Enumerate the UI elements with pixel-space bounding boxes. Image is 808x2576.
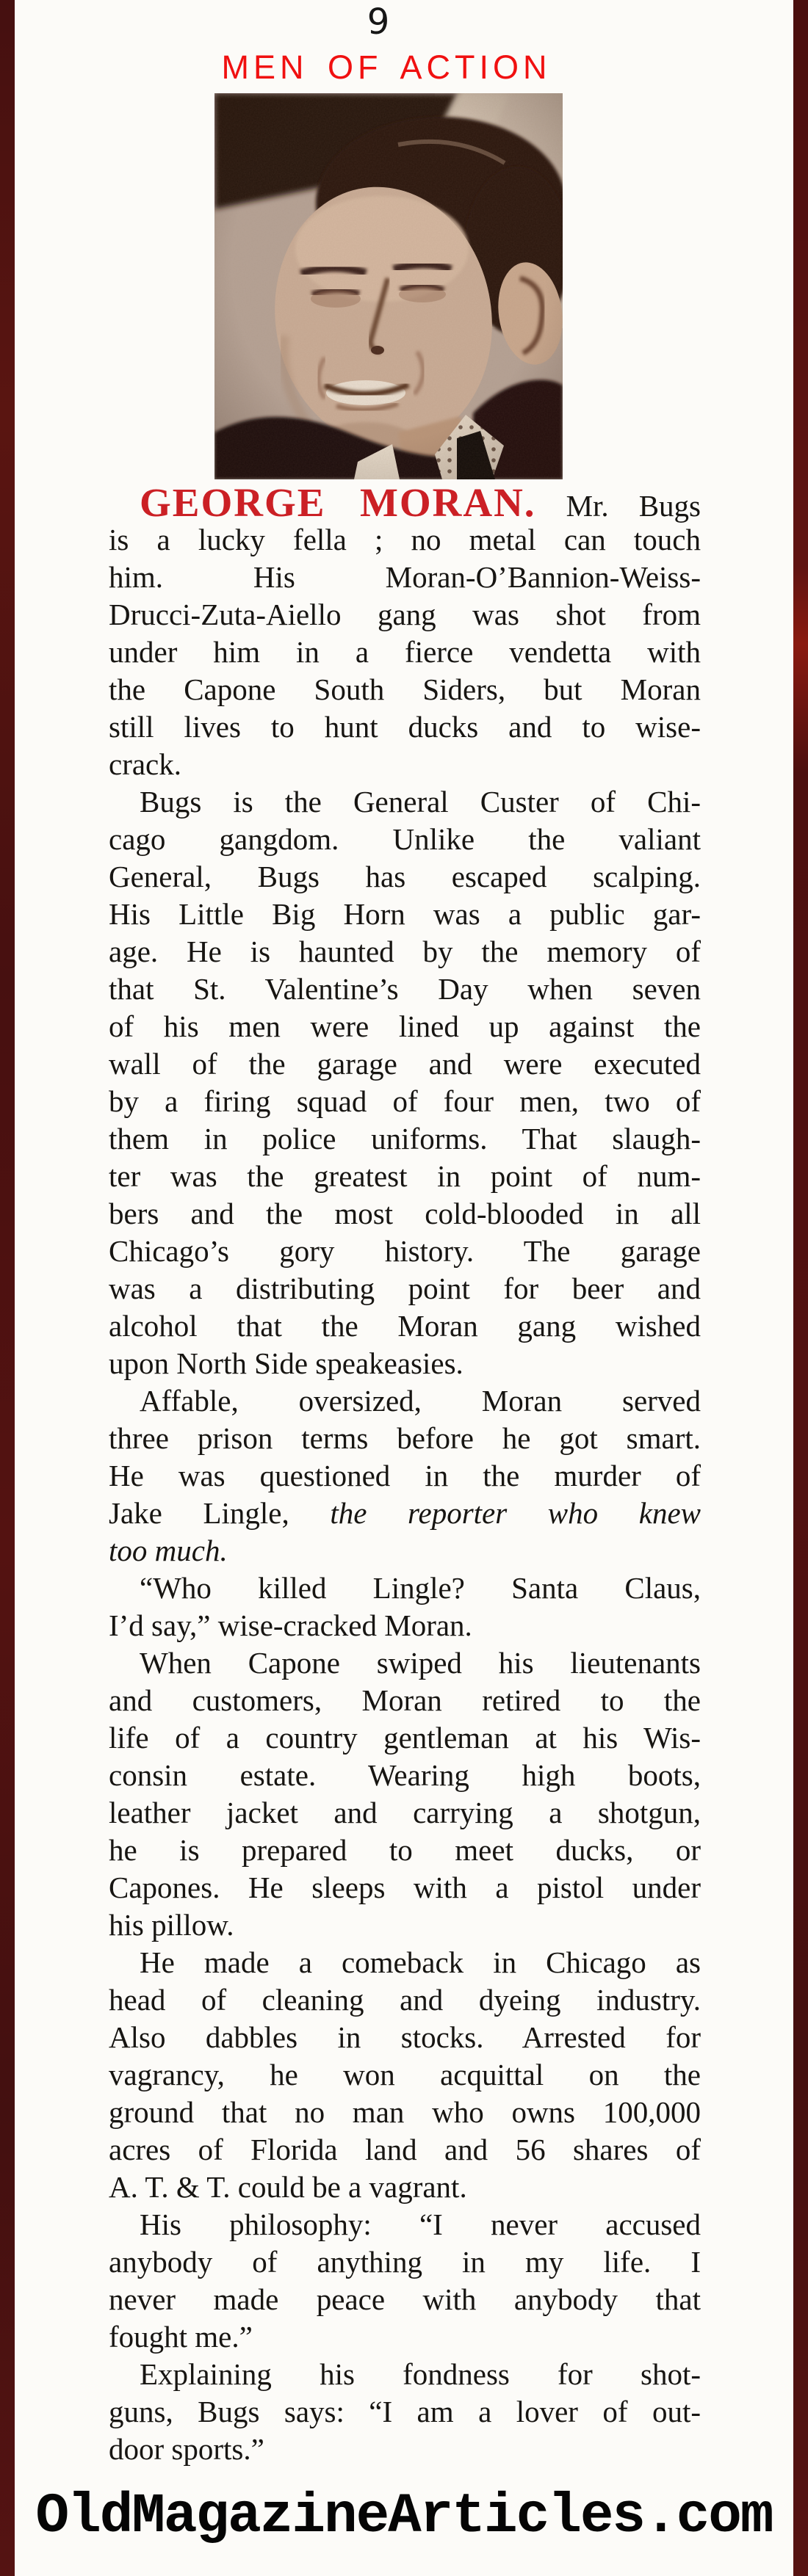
text-line xyxy=(109,480,701,525)
segment-text: cago gangdom. Unlike the valiant xyxy=(109,822,701,856)
text-line xyxy=(109,1345,701,1382)
segment-text: he is prepared to meet ducks, or xyxy=(109,1833,701,1867)
segment-text: consin estate. Wearing high boots, xyxy=(109,1758,701,1792)
segment-text: crack. xyxy=(109,747,181,781)
text-line xyxy=(109,1233,701,1270)
segment-text: was a distributing point for beer and xyxy=(109,1271,701,1305)
segment-text: wall of the garage and were executed xyxy=(109,1047,701,1081)
page-edge-right xyxy=(793,0,808,2576)
segment-text: Drucci-Zuta-Aiello gang was shot from xyxy=(109,598,701,631)
text-line xyxy=(109,1120,701,1158)
segment-text: that St. Valentine’s Day when seven xyxy=(109,972,701,1006)
text-line xyxy=(109,821,701,858)
text-line xyxy=(109,2393,701,2431)
text-line xyxy=(109,1495,701,1532)
segment-text: is a lucky fella ; no metal can touch xyxy=(109,523,701,556)
segment-text: A. T. & T. could be a vagrant. xyxy=(109,2170,467,2204)
text-line xyxy=(109,746,701,783)
segment-text: them in police uniforms. That slaugh- xyxy=(109,1122,701,1155)
text-line xyxy=(109,1682,701,1719)
segment-text: Also dabbles in stocks. Arrested for xyxy=(109,2020,701,2054)
segment-text: His philosophy: “I never accused xyxy=(140,2207,701,2241)
segment-text: When Capone swiped his lieutenants xyxy=(140,1646,701,1680)
text-line xyxy=(109,1869,701,1906)
segment-text: his pillow. xyxy=(109,1908,234,1942)
text-line xyxy=(109,933,701,970)
segment-heading: GEORGE MORAN. xyxy=(140,480,536,525)
text-line xyxy=(109,2019,701,2056)
text-line xyxy=(109,1532,701,1570)
text-line xyxy=(109,1045,701,1083)
text-line xyxy=(109,521,701,559)
text-line xyxy=(109,1794,701,1832)
text-line xyxy=(109,1382,701,1420)
segment-text: ter was the greatest in point of num- xyxy=(109,1159,701,1193)
segment-text: age. He is haunted by the memory of xyxy=(109,935,701,968)
segment-text: Explaining his fondness for shot- xyxy=(140,2357,701,2391)
segment-text: He made a comeback in Chicago as xyxy=(140,1945,701,1979)
segment-text: by a firing squad of four men, two of xyxy=(109,1084,701,1118)
text-line xyxy=(109,1008,701,1045)
text-line xyxy=(109,1832,701,1869)
segment-text: life of a country gentleman at his Wis- xyxy=(109,1721,701,1755)
page-number: 9 xyxy=(367,1,390,43)
text-line xyxy=(109,2318,701,2356)
text-line xyxy=(109,559,701,596)
text-line xyxy=(109,1307,701,1345)
text-line xyxy=(109,2431,701,2468)
segment-text: under him in a fierce vendetta with xyxy=(109,635,701,669)
text-line xyxy=(109,2356,701,2393)
text-line xyxy=(109,2206,701,2243)
segment-text: and customers, Moran retired to the xyxy=(109,1683,701,1717)
segment-text: door sports.” xyxy=(109,2432,264,2466)
segment-text: guns, Bugs says: “I am a lover of out- xyxy=(109,2395,701,2428)
text-line xyxy=(109,2056,701,2094)
section-title: MEN OF ACTION xyxy=(221,48,552,86)
text-line xyxy=(109,2094,701,2131)
segment-text: upon North Side speakeasies. xyxy=(109,1346,463,1380)
text-line xyxy=(109,1607,701,1644)
text-line xyxy=(109,1757,701,1794)
watermark-footer: OldMagazineArticles.com xyxy=(35,2485,773,2548)
text-line xyxy=(109,1906,701,1944)
segment-text: of his men were lined up against the xyxy=(109,1009,701,1043)
segment-text: Affable, oversized, Moran served xyxy=(140,1384,701,1418)
text-line xyxy=(109,1457,701,1495)
segment-text: He was questioned in the murder of xyxy=(109,1459,701,1492)
page-edge-left xyxy=(0,0,15,2576)
text-line xyxy=(109,783,701,821)
text-line xyxy=(109,2169,701,2206)
segment-text: ground that no man who owns 100,000 xyxy=(109,2095,701,2129)
segment-text: Mr. Bugs xyxy=(535,489,701,523)
text-line xyxy=(109,708,701,746)
text-line xyxy=(109,671,701,708)
text-line xyxy=(109,634,701,671)
text-line xyxy=(109,1944,701,1981)
portrait-photo xyxy=(214,93,563,479)
segment-text: never made peace with anybody that xyxy=(109,2282,701,2316)
segment-text: Jake Lingle, xyxy=(109,1496,331,1530)
segment-text: fought me.” xyxy=(109,2320,253,2354)
segment-text: bers and the most cold-blooded in all xyxy=(109,1197,701,1230)
segment-text: General, Bugs has escaped scalping. xyxy=(109,860,701,893)
text-line xyxy=(109,2243,701,2281)
text-line xyxy=(109,1083,701,1120)
segment-text: Chicago’s gory history. The garage xyxy=(109,1234,701,1268)
segment-italic: the reporter who knew xyxy=(330,1496,701,1530)
segment-text: Bugs is the General Custer of Chi- xyxy=(140,785,701,819)
segment-text: still lives to hunt ducks and to wise- xyxy=(109,710,701,744)
segment-text: three prison terms before he got smart. xyxy=(109,1421,701,1455)
text-line xyxy=(109,1195,701,1233)
segment-text: him. His Moran-O’Bannion-Weiss- xyxy=(109,560,701,594)
text-line xyxy=(109,1420,701,1457)
segment-text: vagrancy, he won acquittal on the xyxy=(109,2058,701,2091)
text-line xyxy=(109,896,701,933)
segment-text: His Little Big Horn was a public gar- xyxy=(109,897,701,931)
text-line xyxy=(109,2131,701,2169)
text-line xyxy=(109,858,701,896)
segment-text: head of cleaning and dyeing industry. xyxy=(109,1983,701,2017)
segment-text: Capones. He sleeps with a pistol under xyxy=(109,1871,701,1904)
text-line xyxy=(109,2281,701,2318)
segment-text: I’d say,” wise-cracked Moran. xyxy=(109,1608,472,1642)
segment-italic: too much. xyxy=(109,1534,228,1567)
text-line xyxy=(109,1158,701,1195)
segment-text: anybody of anything in my life. I xyxy=(109,2245,701,2279)
text-line xyxy=(109,1570,701,1607)
text-line xyxy=(109,1719,701,1757)
text-line xyxy=(109,1981,701,2019)
segment-text: the Capone South Siders, but Moran xyxy=(109,672,701,706)
article-body xyxy=(109,480,701,2468)
segment-text: “Who killed Lingle? Santa Claus, xyxy=(140,1571,701,1605)
text-line xyxy=(109,1644,701,1682)
text-line xyxy=(109,596,701,634)
segment-text: leather jacket and carrying a shotgun, xyxy=(109,1796,701,1829)
portrait-photo-art xyxy=(214,93,563,479)
segment-text: acres of Florida land and 56 shares of xyxy=(109,2133,701,2166)
text-line xyxy=(109,970,701,1008)
segment-text: alcohol that the Moran gang wished xyxy=(109,1309,701,1343)
text-line xyxy=(109,1270,701,1307)
